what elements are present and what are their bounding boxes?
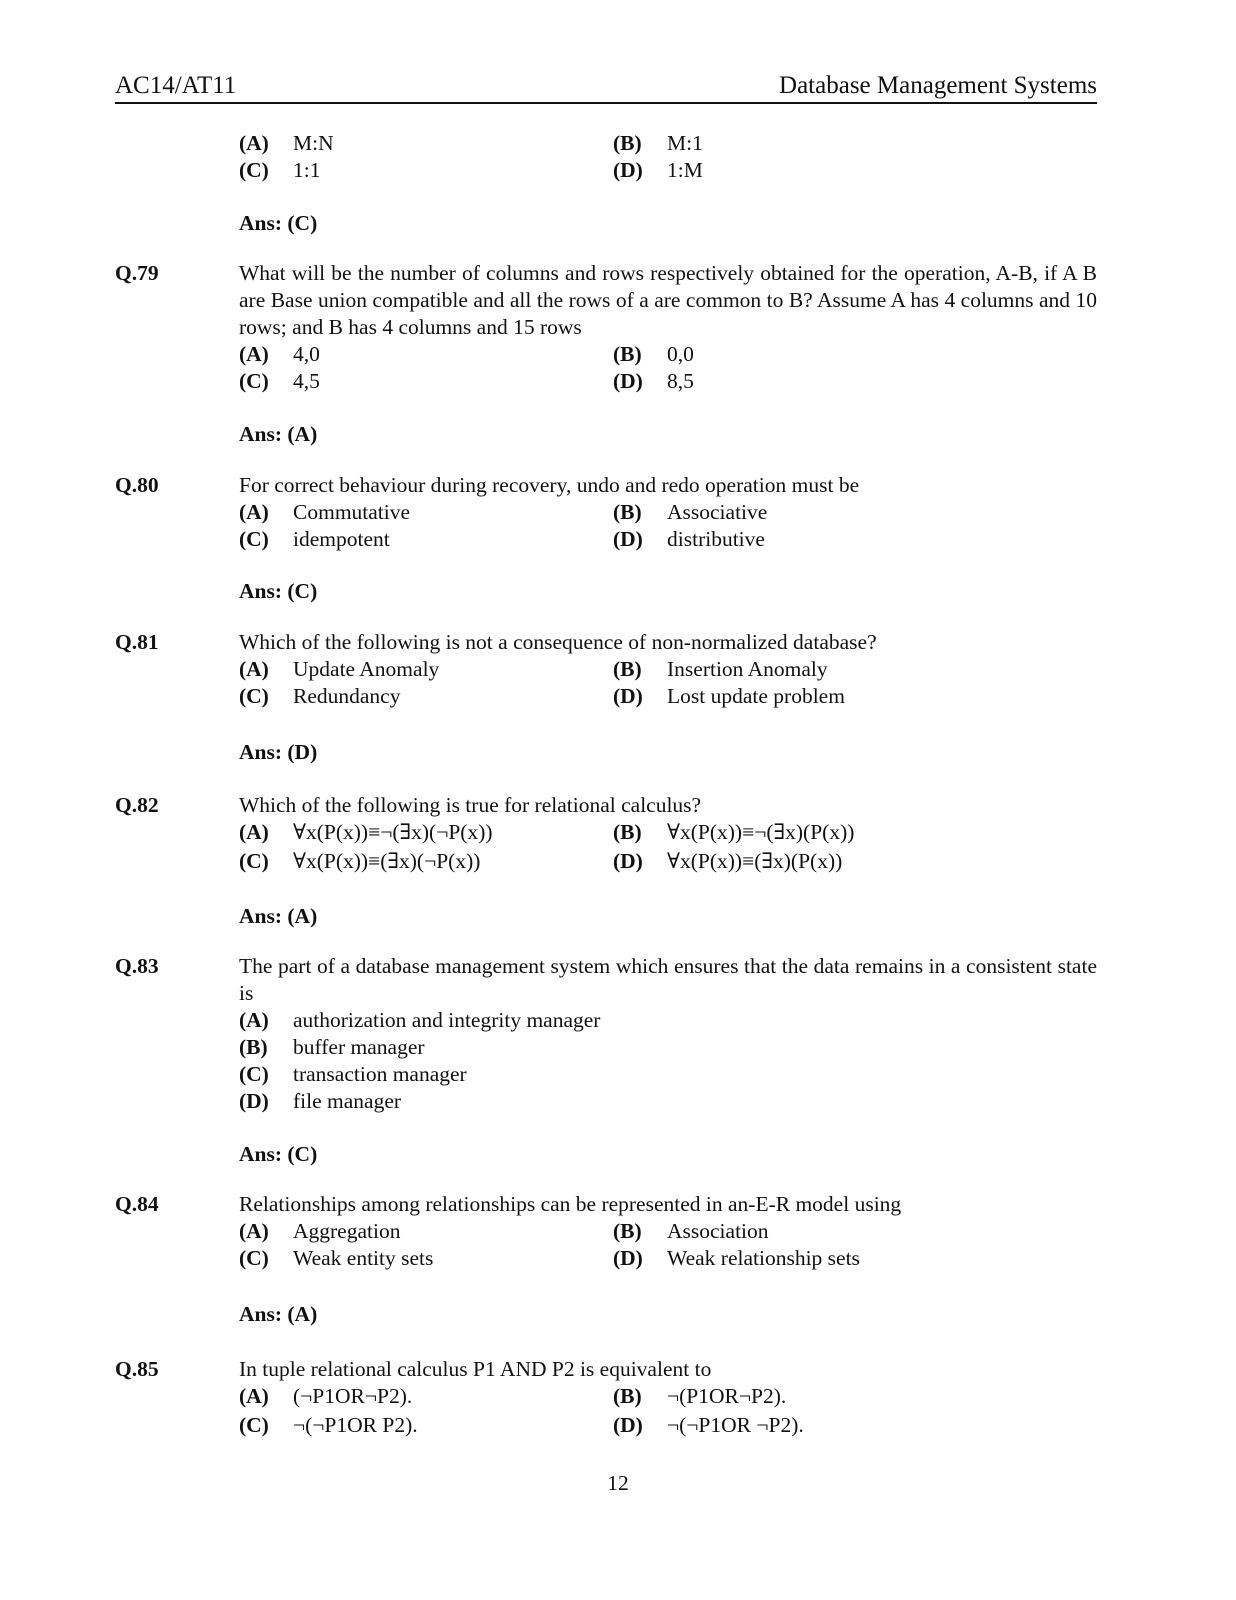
option-a: (A) M:N [239,131,334,155]
question-number: Q.79 [115,261,159,285]
answer: Ans: (D) [239,740,318,764]
option-c: (C) 1:1 [239,158,321,182]
option-d: (D) ¬(¬P1OR ¬P2). [613,1413,804,1437]
option-b: (B) 0,0 [613,342,694,366]
options [239,130,1097,184]
question-number: Q.84 [115,1192,159,1216]
question-number: Q.82 [115,793,159,817]
option-a: (A) authorization and integrity manager [239,1008,601,1032]
question-text: Relationships among relationships can be represented in an-E-R model using [239,1192,902,1216]
option-b: (B) Insertion Anomaly [613,657,828,681]
question-text: The part of a database management system which ensures that the data remains in a consistent state is [239,954,1097,1005]
page-number: 12 [607,1471,629,1495]
subject-title: Database Management Systems [779,72,1097,99]
option-d: (D) Weak relationship sets [613,1246,860,1270]
option-d: (D) distributive [613,527,765,551]
option-d: (D) file manager [239,1089,402,1113]
option-d: (D) 8,5 [613,369,694,393]
course-code: AC14/AT11 [115,72,237,99]
option-c: (C) ¬(¬P1OR P2). [239,1413,418,1437]
option-b: (B) Associative [613,500,768,524]
answer: Ans: (C) [239,211,318,235]
answer: Ans: (A) [239,422,318,446]
option-a: (A) Update Anomaly [239,657,440,681]
answer: Ans: (C) [239,1142,318,1166]
option-d: (D) Lost update problem [613,684,845,708]
question-text: Which of the following is true for relational calculus? [239,793,702,817]
option-b: (B) Association [613,1219,769,1243]
option-c: (C) transaction manager [239,1062,467,1086]
option-a: (A) Commutative [239,500,411,524]
option-b: (B) ∀x(P(x))≡¬(∃x)(P(x)) [613,820,855,844]
page-header [115,72,1097,104]
question-text: In tuple relational calculus P1 AND P2 is equivalent to [239,1357,712,1381]
option-c: (C) Weak entity sets [239,1246,434,1270]
answer: Ans: (C) [239,579,318,603]
question-text: What will be the number of columns and rows respectively obtained for the operation, A-B, if A B are Base union compatible and all the rows of a are common to B? Assume A has 4 columns and 10 rows; and B has 4 columns and 15 rows [239,261,1097,339]
option-c: (C) ∀x(P(x))≡(∃x)(¬P(x)) [239,849,481,873]
option-a: (A) Aggregation [239,1219,401,1243]
answer: Ans: (A) [239,1302,318,1326]
answer: Ans: (A) [239,904,318,928]
option-a: (A) ∀x(P(x))≡¬(∃x)(¬P(x)) [239,820,493,844]
question-number: Q.83 [115,954,159,978]
option-c: (C) idempotent [239,527,390,551]
option-c: (C) 4,5 [239,369,320,393]
option-d: (D) ∀x(P(x))≡(∃x)(P(x)) [613,849,843,873]
option-a: (A) 4,0 [239,342,320,366]
option-b: (B) M:1 [613,131,703,155]
question-text: For correct behaviour during recovery, undo and redo operation must be [239,473,860,497]
option-c: (C) Redundancy [239,684,401,708]
question-number: Q.81 [115,630,159,654]
question-text: Which of the following is not a consequence of non-normalized database? [239,630,877,654]
question-number: Q.80 [115,473,159,497]
option-b: (B) ¬(P1OR¬P2). [613,1384,787,1408]
option-a: (A) (¬P1OR¬P2). [239,1384,413,1408]
question-number: Q.85 [115,1357,159,1381]
option-d: (D) 1:M [613,158,703,182]
option-b: (B) buffer manager [239,1035,425,1059]
